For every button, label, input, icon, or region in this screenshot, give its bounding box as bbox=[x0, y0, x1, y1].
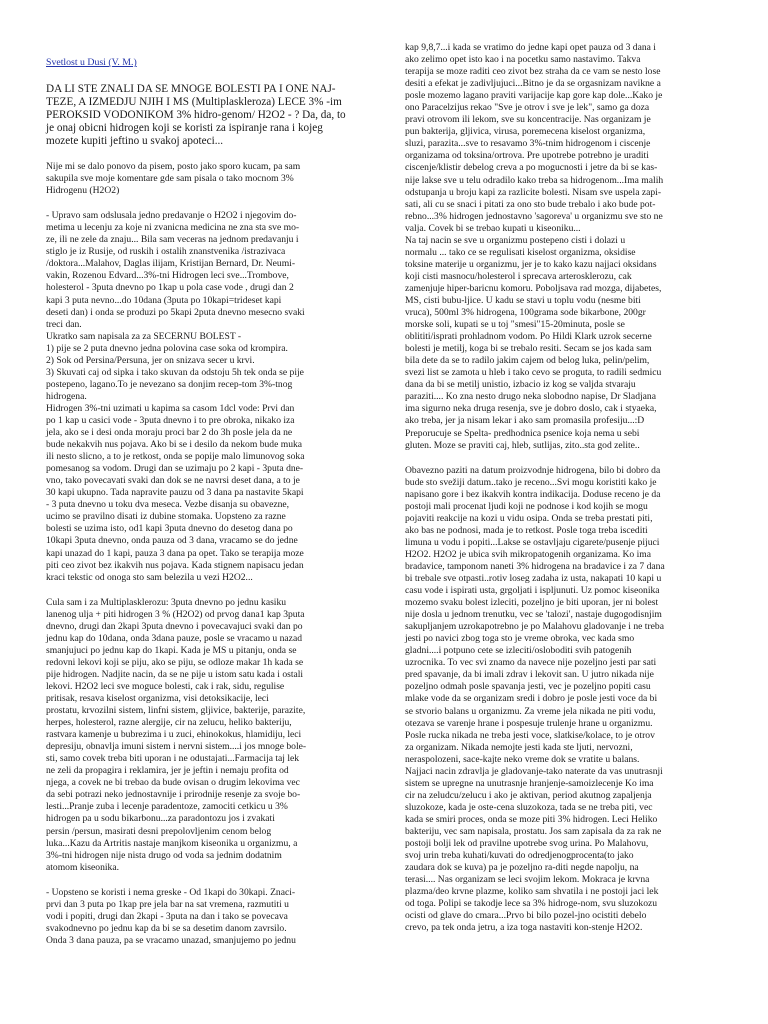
paragraph: Obavezno paziti na datum proizvodnje hidrogena, bilo bi dobro da bude sto svežiji datum..tako je receno...Svi mogu koristiti kako je napisano gore i bez ikakvih kontra indikacija. Doduse receno je da postoji mali procenat ljudi koji ne podnose i kod kojih se mogu pojaviti reakcije na kozi u vidu osipa. Onda se treba prestati piti, ako bas ne podnosi, mada je to retkost. Posle toga treba iscediti limuna u vodu i popiti...Lakse se ostavljaju cigarete/pusenje pijuci H2O2. H2O2 je ubica svih mikropatogenih organizama. Ko ima bradavice, tamponom naneti 3% hidrogena na bradavice i za 7 dana bi trebale sve otpasti..rotiv loseg zadaha iz usta, nakapati 10 kapi u casu vode i ispirati usta, grgoljati i ispljunuti. Uz pomoc kiseonika mozemo svaku bolest izleciti, pozeljno je biti uporan, jer ni bolest nije dosla u jednom trenutku, vec se 'talozi', nastaje dugogodisnjim sakupljanjem uzrokapotrebno je po Malahovu gladovanje i ne treba jesti po navici zbog toga sto je vreme obroka, vec kada smo gladni....i potpuno cete se izleciti/osloboditi svih patogenih uzrocnika. To vec svi znamo da navece nije pozeljno jesti par sati pred spavanje, da bi imali zdrav i lekovit san. U jutro nikada nije pozeljno odmah posle spavanja jesti, vec je pozeljno popiti casu mlake vode da se organizam sredi i dobro je posle jesti voce da bi se stvorio balans u organizmu. Za vreme jela nikada ne piti vodu, otezava se varenje hrane i pospesuje trulenje hrane u organizmu. Posle rucka nikada ne treba jesti voce, slatkise/kolace, to je otrov za organizam. Nikada nemojte jesti kada ste ljuti, nervozni, neraspolozeni, sace-kajte neko vreme dok se vratite u balans. Najjaci nacin zdravlja je gladovanje-tako naterate da vas unutrasnji sistem se upregne na unutrasnje hranjenje-samoizlecenje Ko ima cir na zeludcu/zelucu i ako je aktivan, period akutnog zapaljenja sluzokoze, kada je oste-cena sluzokoza, tada se ne treba piti, vec kada se smiri proces, onda se moze piti 3% hidrogen. Leci Heliko bakteriju, vec sam napisala, prostatu. Jos sam zapisala da za rak ne postoji bolji lek od pravilne upotrebe svog urina. Po Malahovu, svoj urin treba kuhati/kuvati do odredjenogprocenta(to jako zaudara dok se kuva) pa je pozeljno ra-diti negde napolju, na terasi.... Nas organizam se leci svojim lekom. Mokraca je krvna plazma/deo krvne plazme, koliko sam shvatila i ne postoji jaci lek od toga. Polipi se takodje lece sa 3% hidroge-nom, svu sluzokozu ocisti od glave do cmara...Prvo bi bilo pozel-jno ocistiti debelo crevo, pa tek onda jetru, a iza toga nastaviti kon-stenje H2O2. bbox=[405, 464, 665, 934]
paragraph: - Upravo sam odslusala jedno predavanje o H2O2 i njegovim do- metima u lecenju za koje ni zvanicna medicina ne zna sta sve mo- ze, ili ne zele da znaju... Bila sam veceras na jednom predavanju i stiglo je iz Rusije, od ruskih i ostalih znanstvenika /istrazivaca /doktora...Malahov, Daglas ilijam, Kristijan Bernard, Dr. Neumi- vakin, Rozenou Edvard...3%-tni Hidrogen leci sve...Trombove, holesterol - 3puta dnevno po 1kap u pola case vode , drugi dan 2 kapi 3 puta nevno...do 10dana (3puta po 10kapi=trideset kapi deseti dan) i onda se produzi po 5kapi 2puta dnevno mesecno svaki treci dan. Ukratko sam napisala za za SECERNU BOLEST - 1) pije se 2 puta dnevno jedna polovina case soka od krompira. 2) Sok od Persina/Persuna, jer on snizava secer u krvi. 3) Skuvati caj od sipka i tako skuvan da odstoju 5h tek onda se pije postepeno, lagano.To je nevezano sa donjim recep-tom 3%-tnog hidrogena. Hidrogen 3%-tni uzimati u kapima sa casom 1dcl vode: Prvi dan po 1 kap u casici vode - 3puta dnevno i to pre obroka, nikako iza jela, ako se i desi onda moraju proci bar 2 do 3h posle jela da ne bude nekakvih nus pojava. Ako bi se i desilo da nekom bude muka ili nesto slicno, a to je retkost, onda se popije malo limunovog soka pomesanog sa vodom. Drugi dan se uzimaju po 2 kapi - 3puta dne- vno, tako povecavati svaki dan dok se ne navrsi deset dana, a to je 30 kapi ukupno. Tada napravite pauzu od 3 dana pa nastavite 5kapi - 3 puta dnevno u toku dva meseca. Vezbe disanja su obavezne, ucimo se pravilno disati iz dubine stomaka. Uopsteno za razne bolesti se uzima isto, od1 kapi 3puta dnevno do desetog dana po 10kapi 3puta dnevno, onda pauza od 3 dana, vracamo se do jedne kapi unazad do 1 kapi, pauza 3 dana pa opet. Tako se terapija moze piti ceo zivot bez ikakvih nus pojava. Kada stignem napisacu jedan kraci tekstic od onoga sto sam belezila u vezi H2O2... bbox=[46, 210, 305, 583]
right-column bbox=[405, 0, 723, 934]
paragraph: - Uopsteno se koristi i nema greske - Od 1kapi do 30kapi. Znaci- prvi dan 3 puta po 1kap pre jela bar na sat vremena, razmutiti u vodi i popiti, drugi dan 2kapi - 3puta na dan i tako se povecava svakodnevno po jednu kap da bi se sa desetim danom zavrsilo. Onda 3 dana pauza, pa se vracamo unazad, smanjujemo po jednu bbox=[46, 886, 296, 946]
source-link[interactable]: Svetlost u Dusi (V. M.) bbox=[46, 57, 137, 68]
paragraph: kap 9,8,7...i kada se vratimo do jedne kapi opet pauza od 3 dana i ako zelimo opet isto kao i na pocetku samo nastavimo. Takva terapija se moze raditi ceo zivot bez straha da ce vam se nesto lose desiti a efekat je zadivljujuci...Bitno je da se orgasnizam navikne a posle mozemo lagano praviti varijacije kap gore kap dole...Kako je ono Paracelzijus rekao "Sve je otrov i sve je lek", samo ga doza pravi otrovom ili lekom, sve su koncentracije. Nas organizam je pun bakterija, gljivica, virusa, poremecena kiselost organizma, sluzi, parazita...sve to resavamo 3%-tnim hidrogenom i ciscenje organizama od toksina/ortrova. Pre upotrebe potrebno je uraditi ciscenje/klistir debelog creva a po mogucnosti i jetre da bi se kas- nije lakse sve u telu odradilo kako treba sa hidrogenom...Ima malih odstupanja u broju kapi za razlicite bolesti. Nisam sve uspela zapi- sati, ali cu se snaci i pitati za ono sto bude trebalo i ako bude pot- rebno...3% hidrogen jednostavno 'sagoreva' u organizmu sve sto ne valja. Covek bi se trebao kupati u kiseoniku... Na taj nacin se sve u organizmu postepeno cisti i dolazi u normalu ... tako ce se regulisati kiselost organizma, oksidise toksine materije u organizmu, jer je to kako kazu najjaci oksidans koji cisti masnocu/holesterol i sprecava arterosklerozu, cak zamenjuje hiper-baricnu komoru. Poboljsava rad mozga, dijabetes, MS, cisti bubu-ljice. U kadu se stavi u toplu vodu (nesme biti vruca), 500ml 3% hidrogena, 100grama sode bikarbone, 200gr morske soli, kupati se u toj "smesi"15-20minuta, posle se oblititi/isprati prohladnom vodom. Po Hildi Klark uzrok secerne bolesti je metilj, koga bi se trebalo resiti. Secam se jos kada sam bila dete da se to radilo jakim cajem od belog luka, pelin/pelim, svezi list se zamota u hleb i tako cevo se proguta, to radili sedmicu dana da bi se metilj unistio, izbacio iz kog se valjda stvaraju paraziti.... Ko zna nesto drugo neka slobodno napise, Dr Sladjana ima sigurno neka druga resenja, sve je dobro doslo, cak i styaeka, ako treba, jer ja nisam lekar i ako sam promasila profesiju...:D Preporucuje se Spelta- predhodnica psenice koja nema u sebi gluten. Moze se praviti caj, hleb, sutlijas, zito..sta god zelite.. bbox=[405, 42, 664, 451]
page-title: DA LI STE ZNALI DA SE MNOGE BOLESTI PA I ONE NAJ- TEZE, A IZMEDJU NJIH I MS (Multiplaskleroza) LECE 3% -im PEROKSID VODONIKOM 3% hidro-genom/ H2O2 - ? Da, da, to je onaj obicni hidrogen koji se koristi za ispiranje rana i kojeg mozete kupiti jeftino u svakoj apoteci... bbox=[46, 83, 346, 148]
left-column bbox=[46, 0, 360, 947]
paragraph: Nije mi se dalo ponovo da pisem, posto jako sporo kucam, pa sam sakupila sve moje komentare gde sam pisala o tako mocnom 3% Hidrogenu (H2O2) bbox=[46, 161, 301, 197]
paragraph: Cula sam i za Multiplasklerozu: 3puta dnevno po jednu kasiku lanenog ulja + piti hidrogen 3 % (H2O2) od prvog dana1 kap 3puta dnevno, drugi dan 2kapi 3puta dnevno i povecavajuci svaki dan po jednu kap do 10dana, onda 3dana pauze, posle se vracamo u nazad smanjujuci po jednu kap do 1kapi. Kada je MS u pitanju, onda se redovni lekovi koji se piju, ako se piju, se odloze makar 1h kada se pije hidrogen. Nadjite nacin, da se ne pije u istom satu kada i ostali lekovi. H2O2 leci sve moguce bolesti, cak i rak, sidu, regulise pritisak, resava kiselost organizma, visi detoksikacije, leci prostatu, krvozilni sistem, linfni sistem, gljivice, bakterije, parazite, herpes, holesterol, razne alergije, cir na zelucu, heliko bakteriju, rastvara kamenje u bubrezima i u zuci, ehinokokus, hlamidiju, leci depresiju, obnavlja imuni sistem i nervni sistem....i jos mnoge bole- sti, samo covek treba biti uporan i ne odustajati...Farmacija taj lek ne zeli da propagira i reklamira, jer je jeftin i nemaju profita od njega, a covek ne bi trebao da bude ovisan o drugim lekovima vec da sebi potrazi neko jednostavnije i prirodnije resenje za svoje bo- lesti...Pranje zuba i lecenje paradentoze, zamociti cetkicu u 3% hidrogen pa u sodu bikarbonu...za paradontozu jos i zvakati persin /persun, masirati desni prepolovljenim cenom belog luka...Kazu da Artritis nastaje manjkom kiseonika u organizmu, a 3%-tni hidrogen nije nista drugo od voda sa jednim dodatnim atomom kiseonika. bbox=[46, 596, 307, 873]
